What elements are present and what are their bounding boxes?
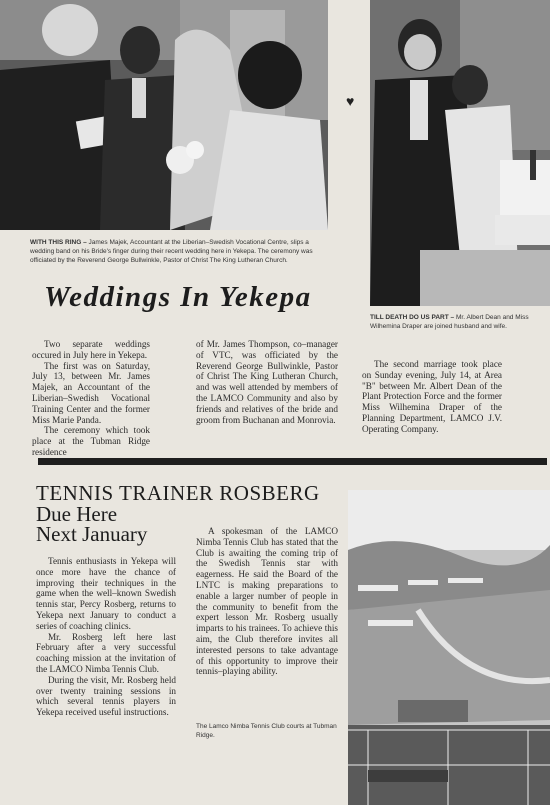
- wedding-ring-illustration: [0, 0, 328, 230]
- tennis-column-1: [36, 556, 176, 718]
- weddings-column-1: [32, 339, 150, 458]
- cake-cutting-photo: [370, 0, 550, 306]
- weddings-col1-paragraph: The first was on Saturday, July 13, between Mr. James Majek, an Accountant of the Liberian–Swedish Vocational Training Center and the former Miss Marie Panda.: [32, 360, 150, 425]
- tennis-column-2: [196, 526, 338, 677]
- cake-cutting-caption-text: Mr. Albert Dean and Miss Wilhemina Draper are joined husband and wife.: [370, 314, 529, 330]
- tennis-courts-caption: [196, 722, 346, 740]
- tennis-courts-illustration: [348, 490, 550, 805]
- weddings-col2-paragraph: of Mr. James Thompson, co–manager of VTC, was officiated by the Reverend George Bullwinkle, Pastor of Christ The King Lutheran Church, and was well attended by members of the LAMCO Community and also by friends and relatives of the bride and groom from Buchanan and Monrovia.: [196, 339, 338, 425]
- tennis-courts-photo: [348, 490, 550, 805]
- cake-cutting-caption-lead: TILL DEATH DO US PART –: [370, 314, 455, 321]
- wedding-ring-caption-lead: WITH THIS RING –: [30, 239, 87, 246]
- cake-cutting-illustration: [370, 0, 550, 306]
- tennis-headline: TENNIS TRAINER ROSBERG: [36, 481, 320, 505]
- tennis-col2-paragraph: A spokesman of the LAMCO Nimba Tennis Club has stated that the Club is awaiting the coming trip of the Swedish Tennis star with eagerness. He said the Board of the LNTC is making preparations to enable a larger number of people in the community to benefit from the expert lesson Mr. Rosberg usually imparts to his trainees. To achieve this aim, the Club therefore invites all interested persons to take advantage of this opportunity to improve their tennis–playing ability.: [196, 526, 338, 677]
- heart-ornament-icon: ♥: [346, 95, 355, 110]
- weddings-column-2: [196, 339, 338, 425]
- tennis-col1-paragraph: Tennis enthusiasts in Yekepa will once more have the chance of improving their techniques in the game when the well–known Swedish tennis star, Percy Rosberg, returns to Yekepa next January to conduct a series of coaching clinics.: [36, 556, 176, 631]
- tennis-col1-paragraph: Mr. Rosberg left here last February after a very successful coaching mission at the invitation of the LAMCO Nimba Tennis Club.: [36, 631, 176, 674]
- cake-cutting-caption: [370, 313, 546, 331]
- wedding-ring-photo: [0, 0, 328, 230]
- tennis-col1-paragraph: During the visit, Mr. Rosberg held over twenty training sessions in which several tennis players in Yekepa received useful instructions.: [36, 674, 176, 718]
- weddings-col3-paragraph: The second marriage took place on Sunday evening, July 14, at Area "B" between Mr. Albert Dean of the Plant Protection Force and the former Miss Wilhemina Draper of the Planning Department, LAMCO J.V. Operating Company.: [362, 359, 502, 434]
- tennis-subheadline-2: Next January: [36, 522, 148, 546]
- tennis-courts-caption-text: The Lamco Nimba Tennis Club courts at Tubman Ridge.: [196, 723, 337, 739]
- weddings-column-3: [362, 359, 502, 435]
- wedding-ring-caption: [30, 238, 328, 265]
- tennis-subheadline-1: Due Here: [36, 502, 118, 526]
- section-divider: [38, 458, 547, 465]
- weddings-headline: Weddings In Yekepa: [44, 281, 312, 313]
- wedding-ring-caption-text: James Majek, Accountant at the Liberian–Swedish Vocational Centre, slips a wedding band on his Bride's finger during their recent wedding here in Yekepa. The ceremony was officiated by the Reverend George Bullwinkle, Pastor of Christ The King Lutheran Church.: [30, 239, 313, 264]
- weddings-col1-paragraph: The ceremony which took place at the Tubman Ridge residence: [32, 425, 150, 457]
- weddings-col1-paragraph: Two separate weddings occured in July here in Yekepa.: [32, 339, 150, 360]
